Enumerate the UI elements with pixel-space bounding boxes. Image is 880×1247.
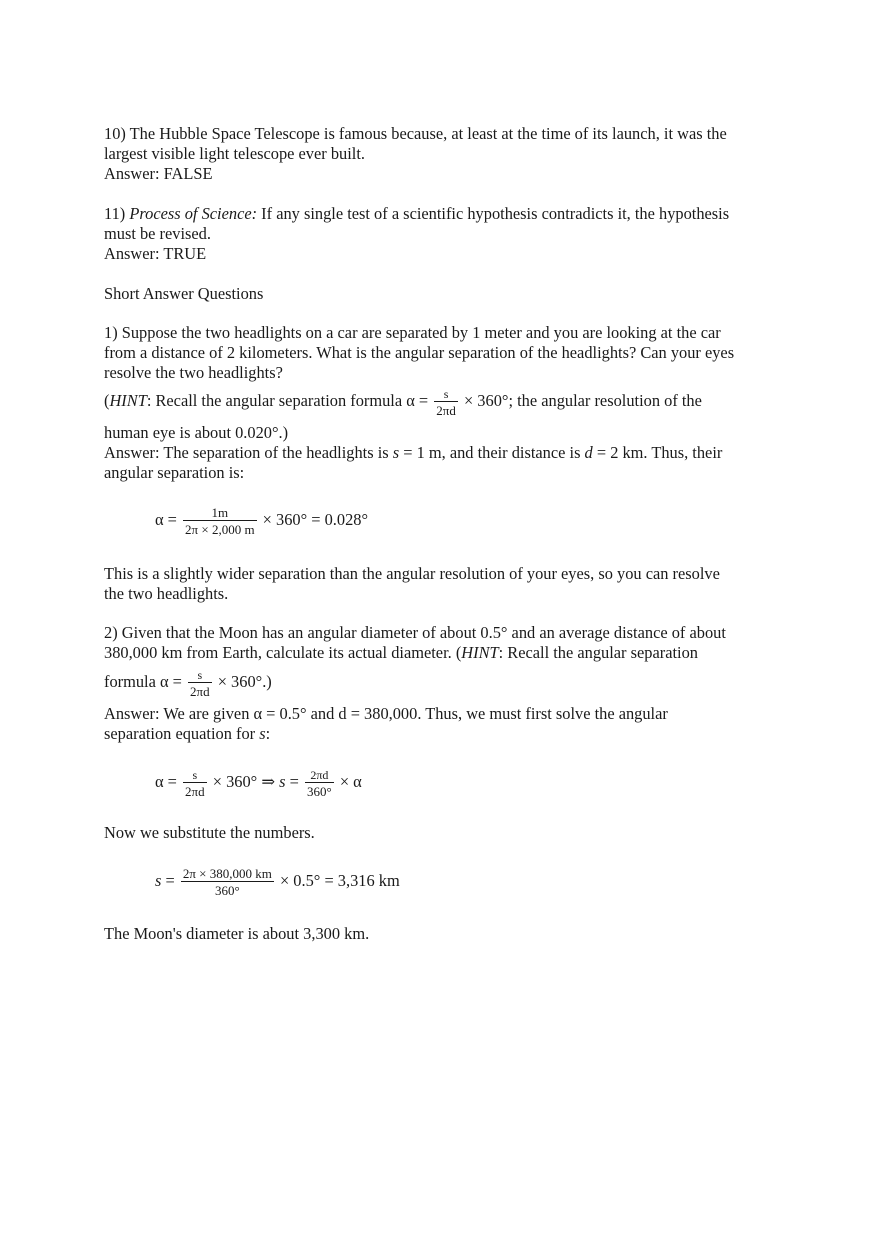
sa2-final: The Moon's diameter is about 3,300 km. — [104, 924, 370, 943]
sa1-answer-line-1: Answer: The separation of the headlights is s = 1 m, and their distance is d = 2 km. Thus, their — [104, 443, 723, 462]
sa1-hint-label: HINT — [109, 391, 147, 410]
sa1-answer — [104, 423, 784, 483]
sa2-line-2: 380,000 km from Earth, calculate its actual diameter. (HINT: Recall the angular separation — [104, 643, 698, 662]
q10-answer: Answer: FALSE — [104, 164, 213, 183]
question-10 — [104, 124, 784, 184]
q10-line-1: 10) The Hubble Space Telescope is famous because, at least at the time of its launch, it was the — [104, 124, 727, 143]
sa1-conclusion: This is a slightly wider separation than the angular resolution of your eyes, so you can resolve the two headlights. — [104, 564, 720, 603]
sa2-equation-2: s = $\frac{2\pi \times 380,000 km}{360^\circ}$ × 0.5° = 3,316 km — [155, 866, 400, 899]
sa2-line-1: 2) Given that the Moon has an angular diameter of about 0.5° and an average distance of about — [104, 623, 726, 642]
sa1-hint-line: (HINT: Recall the angular separation formula α = $\frac{s}{2\pi d}$ × 360°; the angular resolution of the — [104, 386, 702, 418]
q11-topic: Process of Science: — [129, 204, 258, 223]
short-answer-2 — [104, 623, 784, 663]
q10-line-2: largest visible light telescope ever built. — [104, 144, 365, 163]
sa1-line-1: 1) Suppose the two headlights on a car are separated by 1 meter and you are looking at the car — [104, 323, 721, 342]
sa2-hint-line: formula α = $\frac{s}{2\pi d}$ × 360°.) — [104, 667, 272, 699]
sa2-answer: Answer: We are given α = 0.5° and d = 380,000. Thus, we must first solve the angular separation equation for s: — [104, 704, 668, 743]
sa2-equation-1: α = $\frac{s}{2\pi d}$ × 360° ⇒ s = $\frac{2\pi d}{360^\circ}$ × α — [155, 767, 362, 799]
sa1-equation: α = $\frac{1m}{2\pi \times 2,000 m}$ × 360° = 0.028° — [155, 505, 369, 538]
q11-answer: Answer: TRUE — [104, 244, 207, 263]
sa1-hint-fraction: $\frac{s}{2\pi d}$ — [436, 386, 456, 418]
short-answer-1 — [104, 323, 784, 383]
sa1-hint-line-2: human eye is about 0.020°.) — [104, 423, 289, 442]
q11-line-2: must be revised. — [104, 224, 211, 243]
sa1-answer-line-2: angular separation is: — [104, 463, 245, 482]
sa1-line-3: resolve the two headlights? — [104, 363, 283, 382]
sa2-hint-fraction: $\frac{s}{2\pi d}$ — [190, 667, 210, 699]
q11-line-1: 11) Process of Science: If any single test of a scientific hypothesis contradicts it, the hypothesis — [104, 204, 730, 223]
sa1-line-2: from a distance of 2 kilometers. What is the angular separation of the headlights? Can your eyes — [104, 343, 735, 362]
sa1-equation-fraction: $\frac{1m}{2\pi \times 2,000 m}$ — [185, 505, 255, 538]
question-11 — [104, 204, 784, 264]
sa2-substitute-line: Now we substitute the numbers. — [104, 823, 315, 842]
section-heading: Short Answer Questions — [104, 284, 264, 303]
